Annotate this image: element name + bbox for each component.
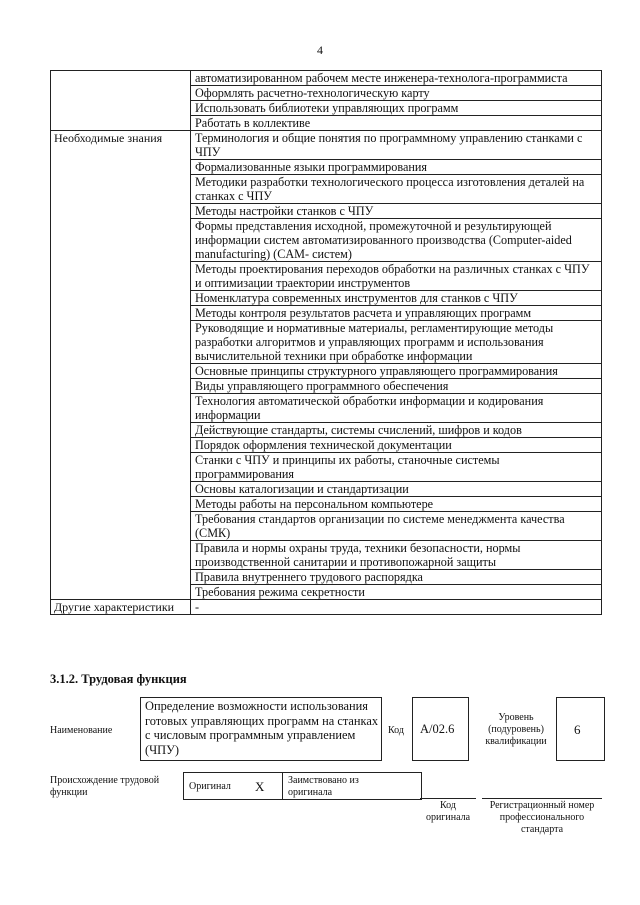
table-cell-item: Использовать библиотеки управляющих программ [191, 101, 602, 116]
table-cell-item: Требования стандартов организации по системе менеджмента качества (СМК) [191, 512, 602, 541]
origin-label: Происхождение трудовой функции [50, 775, 160, 798]
name-label: Наименование [50, 725, 113, 736]
table-cell-item: Станки с ЧПУ и принципы их работы, станочные системы программирования [191, 453, 602, 482]
table-cell-item: Терминология и общие понятия по программному управлению станками с ЧПУ [191, 131, 602, 160]
table-cell-item: Руководящие и нормативные материалы, регламентирующие методы разработки алгоритмов и управляющих программ и использования вычислительной техники при обработке информации [191, 321, 602, 364]
original-label: Оригинал [189, 781, 231, 792]
table-cell-item: Виды управляющего программного обеспечения [191, 379, 602, 394]
table-cell-item: Методы настройки станков с ЧПУ [191, 204, 602, 219]
level-label: Уровень (подуровень) квалификации [485, 712, 547, 747]
section-title: 3.1.2. Трудовая функция [50, 672, 187, 686]
table-cell-item: Технология автоматической обработки информации и кодирования информации [191, 394, 602, 423]
table-cell-item: Действующие стандарты, системы счислений, шифров и кодов [191, 423, 602, 438]
table-cell-item: Правила и нормы охраны труда, техники безопасности, нормы производственной санитарии и противопожарной защиты [191, 541, 602, 570]
table-cell-item: Формы представления исходной, промежуточной и результирующей информации систем автоматизированного производства (Computer-aided manufacturing) (CAM- систем) [191, 219, 602, 262]
table-cell-item: Требования режима секретности [191, 585, 602, 600]
table-cell-item: автоматизированном рабочем месте инженера-технолога-программиста [191, 71, 602, 86]
table-cell-item: Методы работы на персональном компьютере [191, 497, 602, 512]
competency-table [50, 70, 602, 615]
knowledge-label: Необходимые знания [51, 131, 191, 600]
origin-divider [282, 772, 283, 800]
borrowed-label: Заимствовано из оригинала [288, 775, 359, 798]
code-value: A/02.6 [420, 722, 455, 736]
table-cell-item: Работать в коллективе [191, 116, 602, 131]
table-cell-item: Методы проектирования переходов обработки на различных станках с ЧПУ и оптимизации траектории инструментов [191, 262, 602, 291]
other-label: Другие характеристики [51, 600, 191, 615]
code-label: Код [388, 725, 404, 736]
table-cell-item: Порядок оформления технической документации [191, 438, 602, 453]
original-mark: X [255, 779, 265, 794]
table-row [51, 131, 602, 160]
table-cell-item: Методы контроля результатов расчета и управляющих программ [191, 306, 602, 321]
level-value: 6 [574, 722, 581, 737]
table-cell-item: - [191, 600, 602, 615]
function-name: Определение возможности использования готовых управляющих программ на станках с числовым программным управлением (ЧПУ) [145, 699, 379, 757]
table-cell-item: Основные принципы структурного управляющего программирования [191, 364, 602, 379]
code-original-line [420, 798, 476, 799]
table-cell-item: Правила внутреннего трудового распорядка [191, 570, 602, 585]
reg-number-label: Регистрационный номер профессионального стандарта [489, 800, 595, 835]
code-original-label: Код оригинала [425, 800, 471, 823]
table-cell-label-empty [51, 71, 191, 131]
table-cell-item: Номенклатура современных инструментов для станков с ЧПУ [191, 291, 602, 306]
page-number: 4 [317, 43, 323, 57]
table-cell-item: Основы каталогизации и стандартизации [191, 482, 602, 497]
reg-number-line [482, 798, 602, 799]
table-row [51, 71, 602, 86]
table-row [51, 600, 602, 615]
table-cell-item: Методики разработки технологического процесса изготовления деталей на станках с ЧПУ [191, 175, 602, 204]
table-cell-item: Оформлять расчетно-технологическую карту [191, 86, 602, 101]
table-cell-item: Формализованные языки программирования [191, 160, 602, 175]
